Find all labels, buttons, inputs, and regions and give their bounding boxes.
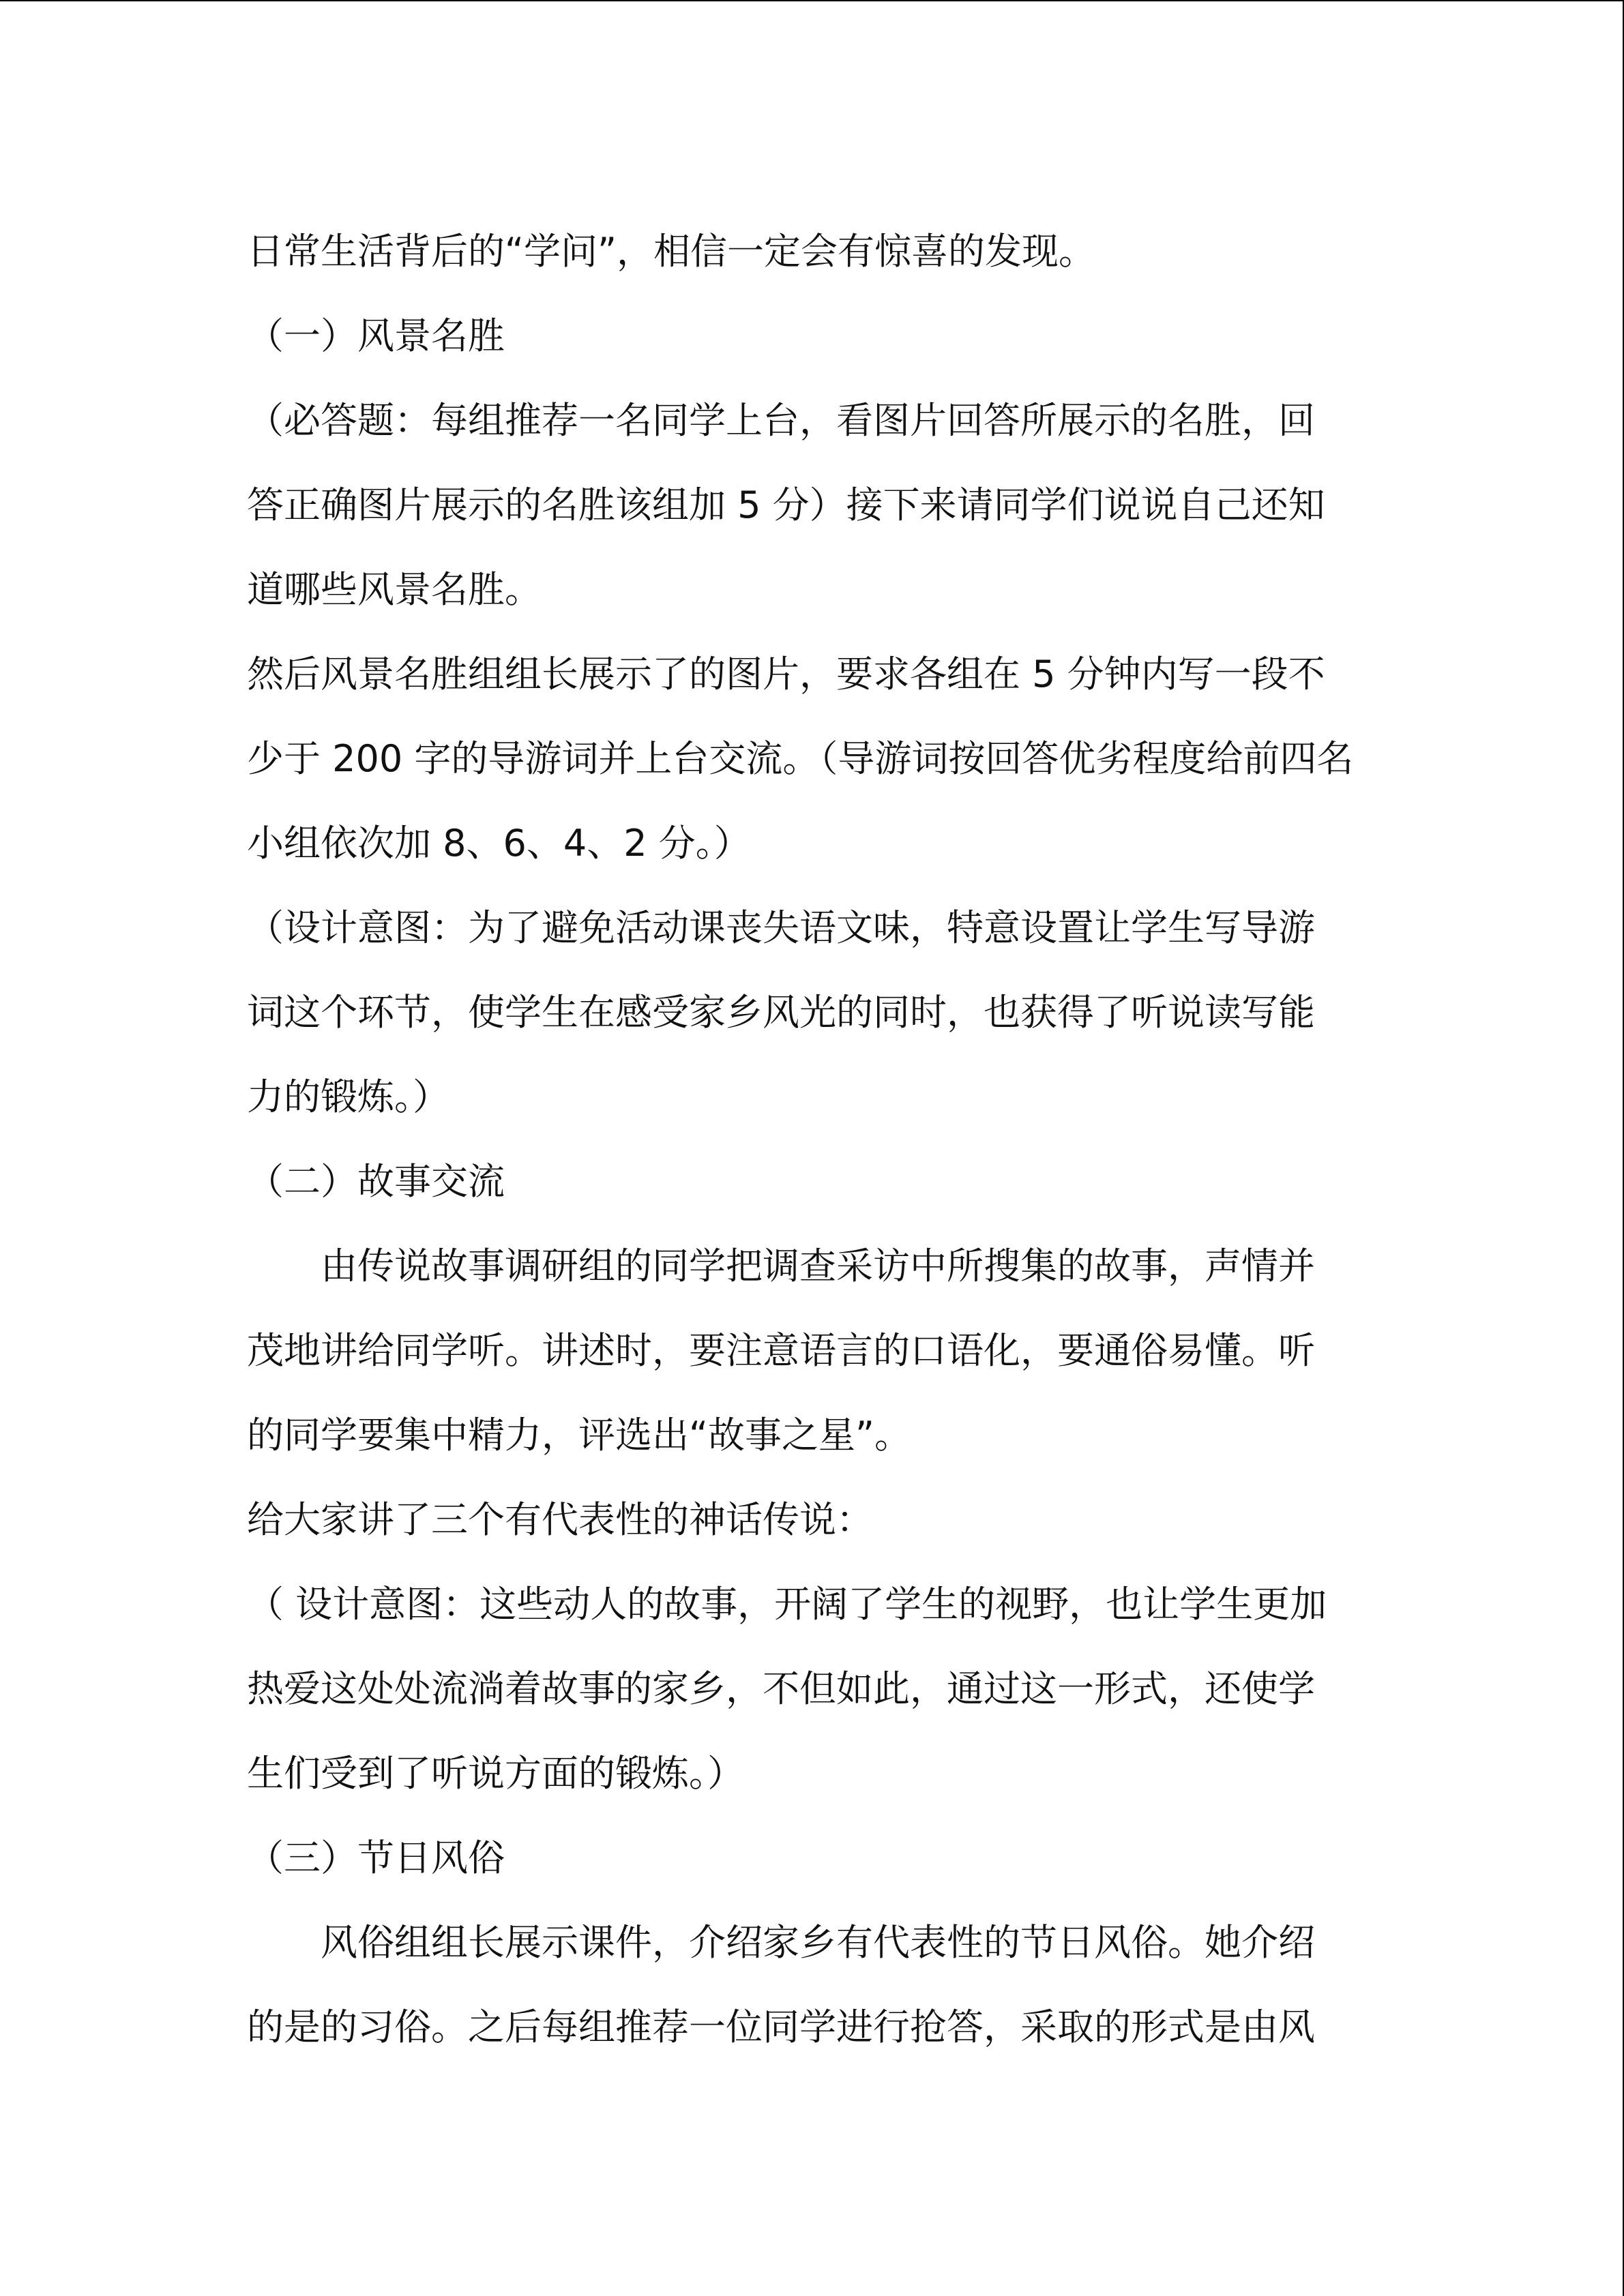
paragraph-line: 给大家讲了三个有代表性的神话传说： bbox=[247, 1498, 873, 1541]
section-heading: （一）风景名胜 bbox=[247, 314, 505, 357]
section-heading: （二）故事交流 bbox=[247, 1160, 505, 1203]
paragraph-line: 由传说故事调研组的同学把调查采访中所搜集的故事，声情并 bbox=[321, 1244, 1315, 1287]
section-heading: （三）节日风俗 bbox=[247, 1836, 505, 1879]
paragraph-line: 词这个环节，使学生在感受家乡风光的同时，也获得了听说读写能 bbox=[247, 991, 1315, 1034]
paragraph-line: 生们受到了听说方面的锻炼。） bbox=[247, 1752, 744, 1795]
paragraph-line: （必答题：每组推荐一名同学上台，看图片回答所展示的名胜，回 bbox=[247, 399, 1315, 442]
paragraph-line: 的是的习俗。之后每组推荐一位同学进行抢答，采取的形式是由风 bbox=[247, 2006, 1315, 2048]
paragraph-line: 答正确图片展示的名胜该组加 5 分）接下来请同学们说说自己还知 bbox=[247, 483, 1325, 526]
document-body bbox=[247, 209, 1386, 2070]
paragraph-line: （设计意图：为了避免活动课丧失语文味，特意设置让学生写导游 bbox=[247, 906, 1315, 949]
paragraph-line: 力的锻炼。） bbox=[247, 1075, 449, 1118]
paragraph-line: 茂地讲给同学听。讲述时，要注意语言的口语化，要通俗易懂。听 bbox=[247, 1329, 1315, 1372]
paragraph-line: 然后风景名胜组组长展示了的图片，要求各组在 5 分钟内写一段不 bbox=[247, 653, 1325, 696]
paragraph-line: 的同学要集中精力，评选出“故事之星”。 bbox=[247, 1414, 911, 1457]
paragraph-line: 少于 200 字的导游词并上台交流。（导游词按回答优劣程度给前四名 bbox=[247, 737, 1354, 780]
paragraph-line: 日常生活背后的“学问”，相信一定会有惊喜的发现。 bbox=[247, 230, 1095, 273]
paragraph-line: 热爱这处处流淌着故事的家乡，不但如此，通过这一形式，还使学 bbox=[247, 1667, 1315, 1710]
paragraph-line: 道哪些风景名胜。 bbox=[247, 568, 542, 611]
paragraph-line: 小组依次加 8、6、4、2 分。） bbox=[247, 822, 751, 865]
paragraph-line: （ 设计意图：这些动人的故事，开阔了学生的视野，也让学生更加 bbox=[247, 1583, 1327, 1626]
paragraph-line: 风俗组组长展示课件，介绍家乡有代表性的节日风俗。她介绍 bbox=[321, 1921, 1315, 1964]
